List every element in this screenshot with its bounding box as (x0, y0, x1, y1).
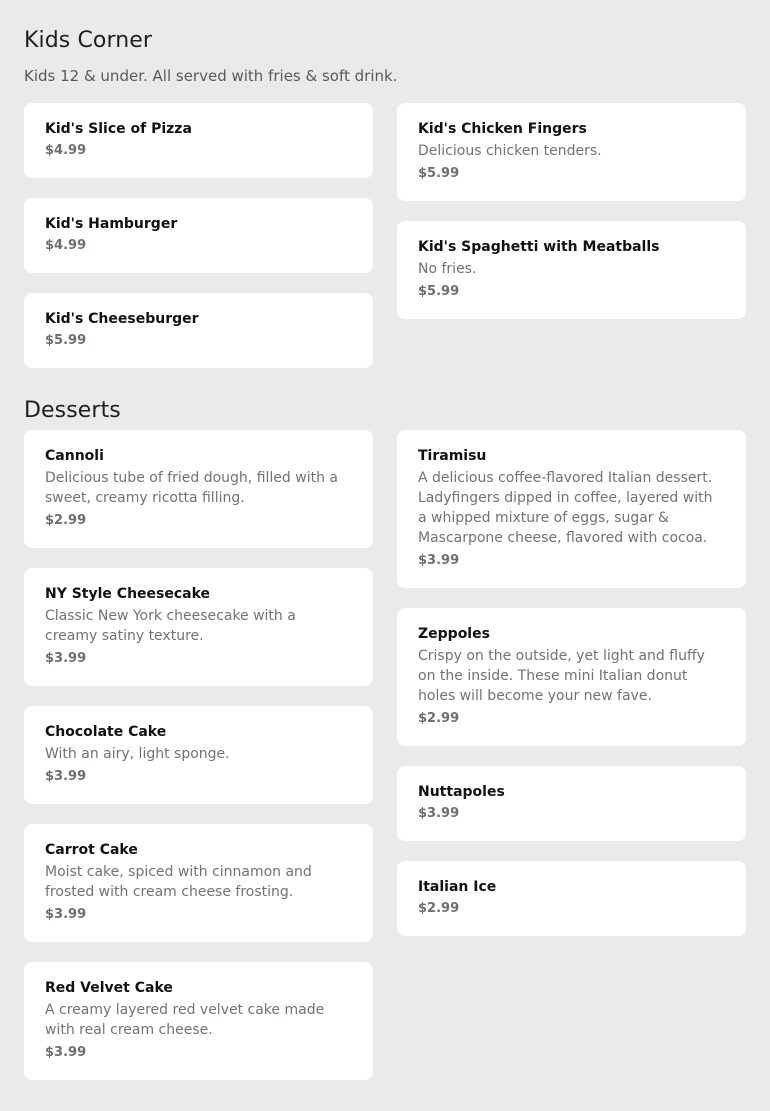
item-price: $4.99 (45, 238, 87, 253)
kids-left-column (24, 103, 373, 368)
item-price: $5.99 (418, 284, 460, 299)
menu-item-card[interactable] (397, 861, 746, 936)
item-price: $3.99 (418, 806, 460, 821)
item-name: Kid's Slice of Pizza (45, 121, 192, 137)
item-name: Kid's Spaghetti with Meatballs (418, 239, 660, 255)
menu-item-card[interactable] (24, 824, 373, 942)
menu-item-card[interactable] (24, 430, 373, 548)
item-description: Classic New York cheesecake with a creamy satiny texture. (45, 608, 296, 644)
item-price: $2.99 (45, 513, 87, 528)
menu-item-card[interactable] (24, 103, 373, 178)
menu-item-card[interactable] (24, 962, 373, 1080)
item-name: Kid's Hamburger (45, 216, 178, 232)
item-price: $2.99 (418, 711, 460, 726)
item-price: $5.99 (418, 166, 460, 181)
item-price: $3.99 (45, 907, 87, 922)
item-price: $4.99 (45, 143, 87, 158)
section-title: Desserts (24, 398, 121, 423)
item-description: A delicious coffee-flavored Italian dessert. Ladyfingers dipped in coffee, layered with a whipped mixture of eggs, sugar & Mascarpone cheese, flavored with cocoa. (418, 470, 713, 546)
item-name: Chocolate Cake (45, 724, 167, 740)
menu-item-card[interactable] (24, 198, 373, 273)
menu-item-card[interactable] (397, 430, 746, 588)
menu-item-card[interactable] (397, 766, 746, 841)
item-name: Cannoli (45, 448, 104, 464)
item-name: Zeppoles (418, 626, 490, 642)
item-price: $3.99 (45, 769, 87, 784)
item-name: Kid's Cheeseburger (45, 311, 199, 327)
item-name: Red Velvet Cake (45, 980, 173, 996)
kids-corner-section (24, 0, 746, 368)
item-description: A creamy layered red velvet cake made with real cream cheese. (45, 1002, 325, 1038)
menu-item-card[interactable] (397, 608, 746, 746)
item-description: With an airy, light sponge. (45, 746, 230, 762)
desserts-right-column (397, 430, 746, 936)
item-name: NY Style Cheesecake (45, 586, 211, 602)
item-price: $5.99 (45, 333, 87, 348)
item-name: Kid's Chicken Fingers (418, 121, 587, 137)
desserts-left-column (24, 430, 373, 1080)
menu-item-card[interactable] (24, 706, 373, 804)
item-name: Italian Ice (418, 879, 497, 895)
kids-right-column (397, 103, 746, 319)
section-subtitle: Kids 12 & under. All served with fries & soft drink. (24, 67, 398, 85)
item-price: $2.99 (418, 901, 460, 916)
item-description: Crispy on the outside, yet light and fluffy on the inside. These mini Italian donut holes will become your new fave. (418, 648, 705, 704)
item-description: Delicious chicken tenders. (418, 143, 602, 159)
item-price: $3.99 (45, 1045, 87, 1060)
item-description: Delicious tube of fried dough, filled with a sweet, creamy ricotta filling. (45, 470, 338, 506)
item-price: $3.99 (418, 553, 460, 568)
menu-item-card[interactable] (24, 293, 373, 368)
desserts-section (24, 397, 746, 1080)
menu-item-card[interactable] (397, 221, 746, 319)
menu-item-card[interactable] (397, 103, 746, 201)
item-price: $3.99 (45, 651, 87, 666)
menu-item-card[interactable] (24, 568, 373, 686)
item-name: Carrot Cake (45, 842, 138, 858)
item-description: Moist cake, spiced with cinnamon and frosted with cream cheese frosting. (45, 864, 312, 900)
item-name: Tiramisu (418, 448, 487, 464)
item-name: Nuttapoles (418, 784, 505, 800)
section-title: Kids Corner (24, 28, 153, 53)
item-description: No fries. (418, 261, 477, 277)
